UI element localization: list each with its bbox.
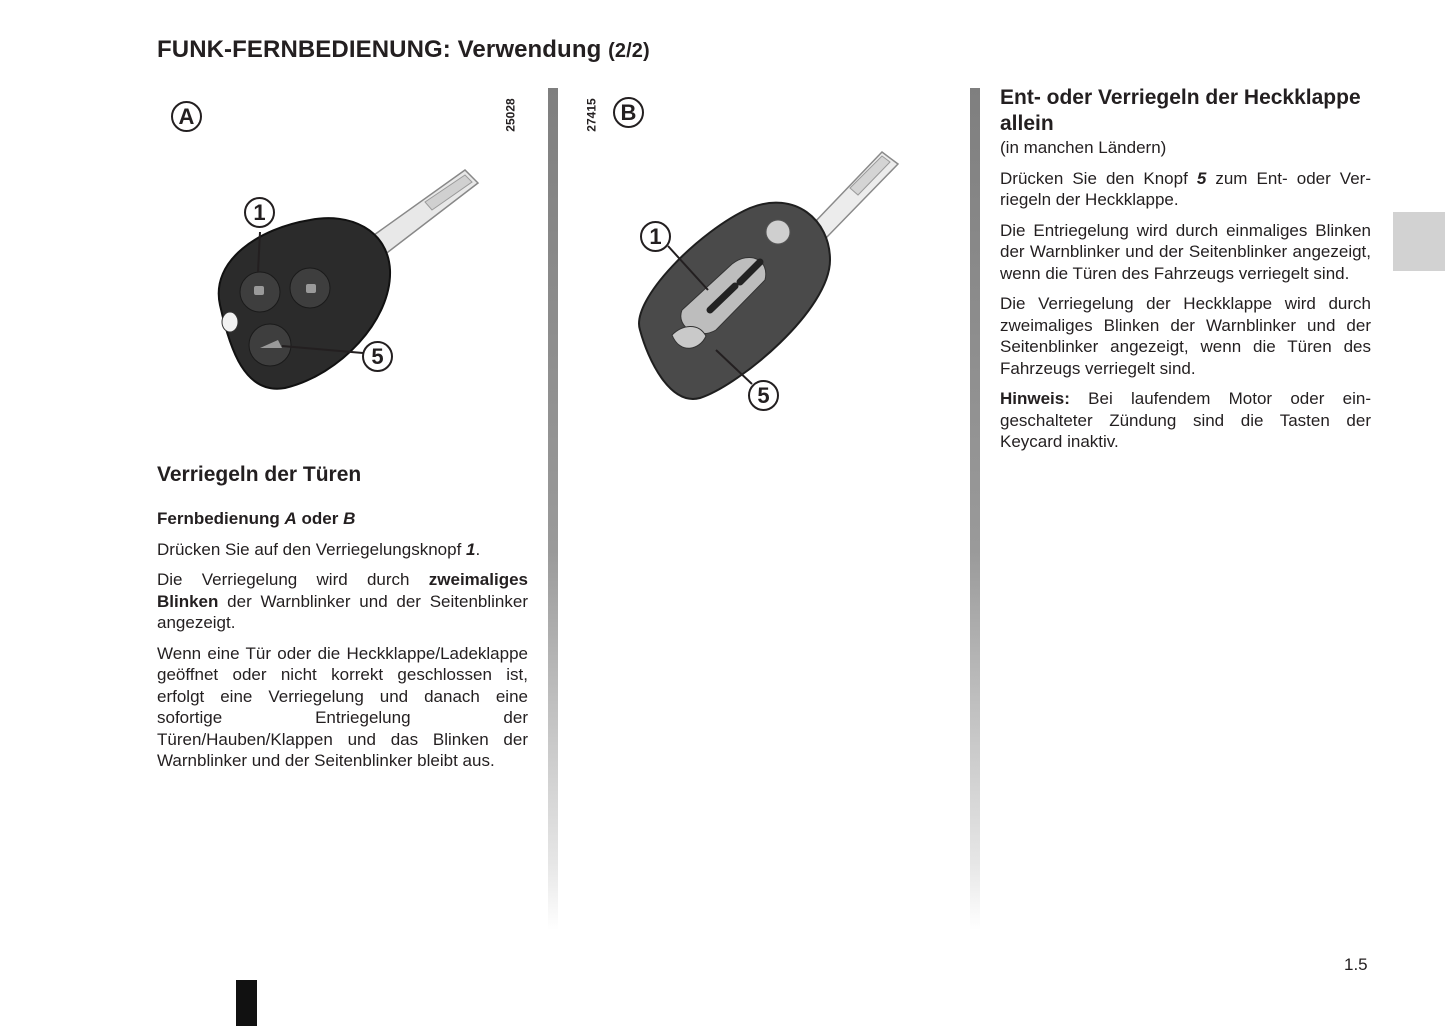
column-divider-right [970,88,980,930]
page-title-part: (2/2) [608,40,650,62]
paragraph-press-button-5 [1000,168,1371,211]
figure-b-key-illustration [620,140,920,420]
p1-end: . [475,539,481,559]
r-p1-num: 5 [1196,168,1207,188]
left-column [157,462,528,781]
section-heading-lock-doors: Verriegeln der Türen [157,463,362,486]
thumb-index-tab [1393,212,1445,271]
column-divider-left [548,88,558,930]
edge-marker [236,980,257,1026]
unlock-icon [306,284,316,293]
note-text: Bei laufendem Motor oder eingeschalteter Zündung sind die Tasten der Keycard inaktiv. [1000,389,1371,451]
p1-num: 1 [466,539,476,559]
paragraph-tailgate-lock-indicator: Die Verriegelung der Heckklappe wird durch zweimaliges Blinken der Warnblinker und der Seitenblinker angezeigt, wenn die Türen des Fahrzeugs verriegelt sind. [1000,294,1371,378]
page-title [157,36,650,64]
figure-b-label: B [613,97,644,128]
figure-a-label: A [171,101,202,132]
figure-b-callout-1: 1 [640,221,671,252]
page-number: 1.5 [1344,955,1368,974]
figure-b-code: 27415 [584,98,599,132]
p2-pre: Die Verriegelung wird durch [157,570,429,589]
subheading-remote [157,508,528,530]
figure-a-callout-1: 1 [244,197,275,228]
paragraph-note [1000,388,1371,453]
paragraph-press-lock [157,539,528,561]
subheading-mid: oder [296,509,344,528]
subheading-b: B [343,509,356,528]
country-note: (in manchen Ländern) [1000,138,1167,157]
r-p1-pre: Drücken Sie den Knopf [1000,168,1197,188]
paragraph-lock-indicator [157,569,528,634]
p1-text: Drücken Sie auf den Verriegelungsknopf [157,539,467,559]
subheading-prefix: Fernbedienung [157,509,285,528]
right-column [1000,85,1371,462]
key-blade [812,152,898,238]
paragraph-door-open: Wenn eine Tür oder die Heckklappe/Ladeklappe geöffnet oder nicht korrekt geschlossen ist, erfolgt eine Verriegelung und danach eine sofortige Entriegelung der Türen/Hauben/Klappen und das Blinken der Warnblinker und der Seitenblinker bleibt aus. [157,643,528,770]
figure-a-code: 25028 [503,98,518,132]
paragraph-unlock-indicator: Die Entriegelung wird durch einmaliges Blinken der Warnblinker und der Seitenblinker angezeigt, wenn die Türen des Fahrzeugs verriegelt sind. [1000,220,1371,283]
p2-bold: zweimaliges Blinken [157,570,528,611]
key-release-button [766,220,790,244]
figure-a-key-illustration [190,150,510,410]
figure-a-callout-5: 5 [362,341,393,372]
lock-icon [254,286,264,295]
subheading-a: A [284,509,297,528]
figure-b-callout-5: 5 [748,380,779,411]
section-heading-tailgate: Ent- oder Verriegeln der Heckklappe allein [1000,86,1361,135]
note-label: Hinweis: [1000,389,1070,408]
page-title-text: FUNK-FERNBEDIENUNG: Verwendung [157,36,602,63]
r-p1-post: zum Ent- oder Verriegeln der Heckklappe. [1000,168,1371,209]
p2-post: der Warnblinker und der Seitenblinker angezeigt. [157,591,528,632]
key-ring-hole [222,312,238,332]
